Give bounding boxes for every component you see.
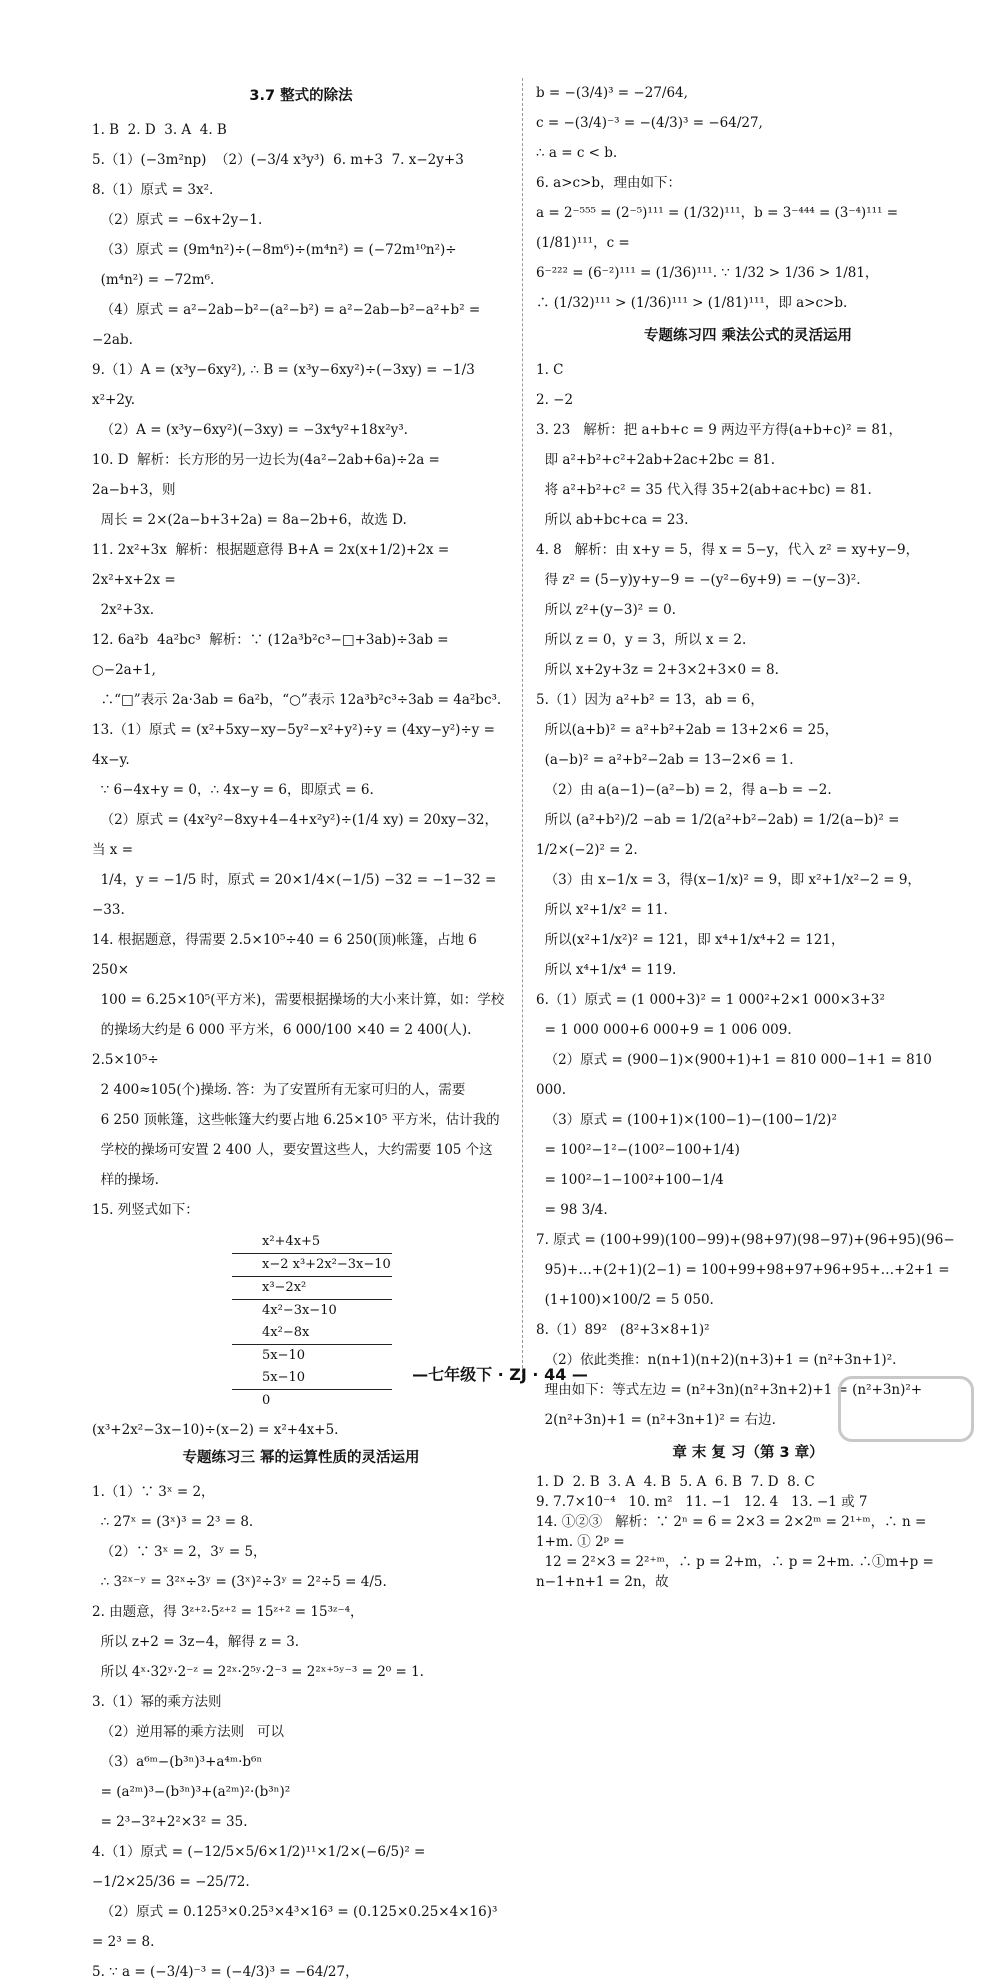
answer-line: 6⁻²²² = (6⁻²)¹¹¹ = (1/36)¹¹¹. ∵ 1/32 > 1/36 > 1/81， xyxy=(536,265,879,281)
answer-line: 12. 6a²b 4a²bc³ 解析：∵ (12a³b²c³−□+3ab)÷3ab = ○−2a+1, xyxy=(92,632,453,678)
practice-3-answers xyxy=(92,1477,510,1987)
answer-line: 11. 2x²+3x 解析：根据题意得 B+A = 2x(x+1/2)+2x = 2x²+x+2x = xyxy=(92,542,454,588)
answer-line: （4）原式 = a²−2ab−b²−(a²−b²) = a²−2ab−b²−a²+b² = −2ab. xyxy=(92,302,485,348)
answer-line: （2）原式 = 0.125³×0.25³×4³×16³ = (0.125×0.25×4×16)³ = 2³ = 8. xyxy=(92,1904,502,1950)
answer-line: 5. ∵ a = (−3/4)⁻³ = (−4/3)³ = −64/27， xyxy=(92,1964,359,1980)
answer-line: ∵ 6−4x+y = 0，∴ 4x−y = 6，即原式 = 6. xyxy=(92,782,374,798)
answer-line: 样的操场. xyxy=(92,1172,159,1188)
answer-line: = 1 000 000+6 000+9 = 1 006 009. xyxy=(536,1022,792,1038)
answer-line: 4. 8 解析：由 x+y = 5，得 x = 5−y，代入 z² = xy+y−9， xyxy=(536,542,920,558)
answer-line: 所以 x⁴+1/x⁴ = 119. xyxy=(536,962,677,978)
answer-line: 即 a²+b²+c²+2ab+2ac+2bc = 81. xyxy=(536,452,776,468)
answer-line: （3）a⁶ᵐ−(b³ⁿ)³+a⁴ᵐ·b⁶ⁿ xyxy=(92,1754,263,1770)
answer-line: 所以 (a²+b²)/2 −ab = 1/2(a²+b²−2ab) = 1/2(a−b)² = 1/2×(−2)² = 2. xyxy=(536,812,904,858)
answer-line: 2. 由题意，得 3ᶻ⁺²·5ᶻ⁺² = 15ᶻ⁺² = 15³ᶻ⁻⁴， xyxy=(92,1604,364,1620)
answer-line: 所以 z+2 = 3z−4，解得 z = 3. xyxy=(92,1634,300,1650)
answer-line: 所以 z²+(y−3)² = 0. xyxy=(536,602,676,618)
answer-line: 所以 x²+1/x² = 11. xyxy=(536,902,668,918)
answer-line: 1. D 2. B 3. A 4. B 5. A 6. B 7. D 8. C xyxy=(536,1474,815,1490)
answer-line: 所以 4ˣ·32ʸ·2⁻ᶻ = 2²ˣ·2⁵ʸ·2⁻³ = 2²ˣ⁺⁵ʸ⁻³ = 2⁰ = 1. xyxy=(92,1664,424,1680)
answer-line: 3. 23 解析：把 a+b+c = 9 两边平方得(a+b+c)² = 81， xyxy=(536,422,903,438)
answer-line: 所以(a+b)² = a²+b²+2ab = 13+2×6 = 25， xyxy=(536,722,839,738)
answer-line: （2）原式 = (900−1)×(900+1)+1 = 810 000−1+1 = 810 000. xyxy=(536,1052,937,1098)
answer-line: 9.（1）A = (x³y−6xy²), ∴ B = (x³y−6xy²)÷(−3xy) = −1/3 x²+2y. xyxy=(92,362,480,408)
answer-line: 所以 z = 0，y = 3，所以 x = 2. xyxy=(536,632,747,648)
answer-line: 将 a²+b²+c² = 35 代入得 35+2(ab+ac+bc) = 81. xyxy=(536,482,872,498)
answer-line: = 2³−3²+2²×3² = 35. xyxy=(92,1814,248,1830)
answer-line: 8.（1）原式 = 3x². xyxy=(92,182,214,198)
answer-line: 9. 7.7×10⁻⁴ 10. m² 11. −1 12. 4 13. −1 或 7 xyxy=(536,1494,868,1510)
section-title-3-7: 3.7 整式的除法 xyxy=(249,88,353,104)
answer-line: 1/4，y = −1/5 时，原式 = 20×1/4×(−1/5) −32 = −1−32 = −33. xyxy=(92,872,501,918)
section-title-practice-4: 专题练习四 乘法公式的灵活运用 xyxy=(643,328,853,344)
answer-line: ∴ 27ˣ = (3ˣ)³ = 2³ = 8. xyxy=(92,1514,254,1530)
answer-line: 14. ①②③ 解析：∵ 2ⁿ = 6 = 2×3 = 2×2ᵐ = 2¹⁺ᵐ，∴ n = 1+m. ① 2ᵖ = xyxy=(536,1514,931,1550)
answer-line: 得 z² = (5−y)y+y−9 = −(y²−6y+9) = −(y−3)². xyxy=(536,572,861,588)
answer-line: 14. 根据题意，得需要 2.5×10⁵÷40 = 6 250(顶)帐篷，占地 6 250× xyxy=(92,932,482,978)
answer-line: 所以 ab+bc+ca = 23. xyxy=(536,512,689,528)
answer-line: 1. C xyxy=(536,362,564,378)
answer-line: = (a²ᵐ)³−(b³ⁿ)³+(a²ᵐ)²·(b³ⁿ)² xyxy=(92,1784,291,1800)
answer-line: 6.（1）原式 = (1 000+3)² = 1 000²+2×1 000×3+3² xyxy=(536,992,885,1008)
division-step: 4x²−3x−10 xyxy=(262,1303,337,1318)
answer-line: ∴ 3²ˣ⁻ʸ = 3²ˣ÷3ʸ = (3ˣ)²÷3ʸ = 2²÷5 = 4/5. xyxy=(92,1574,387,1590)
answer-line: 所以 x+2y+3z = 2+3×2+3×0 = 8. xyxy=(536,662,779,678)
answer-line: (a−b)² = a²+b²−2ab = 13−2×6 = 1. xyxy=(536,752,794,768)
answer-line: (1+100)×100/2 = 5 050. xyxy=(536,1292,714,1308)
division-result: (x³+2x²−3x−10)÷(x−2) = x²+4x+5. xyxy=(92,1422,339,1438)
answer-line: 的操场大约是 6 000 平方米，6 000/100 ×40 = 2 400(人). 2.5×10⁵÷ xyxy=(92,1022,476,1068)
division-step: x³−2x² xyxy=(232,1277,392,1300)
division-dividend xyxy=(232,1254,392,1277)
answer-line: 2 400≈105(个)操场. 答：为了安置所有无家可归的人，需要 xyxy=(92,1082,466,1098)
answer-line: （2）A = (x³y−6xy²)(−3xy) = −3x⁴y²+18x²y³. xyxy=(92,422,408,438)
answer-line: 周长 = 2×(2a−b+3+2a) = 8a−2b+6，故选 D. xyxy=(92,512,407,528)
answer-line: （2）原式 = (4x²y²−8xy+4−4+x²y²)÷(1/4 xy) = 20xy−32，当 x = xyxy=(92,812,498,858)
answer-line: 2(n²+3n)+1 = (n²+3n+1)² = 右边. xyxy=(536,1412,776,1428)
division-divisor: x−2 xyxy=(262,1257,289,1272)
answer-line: （2）由 a(a−1)−(a²−b) = 2，得 a−b = −2. xyxy=(536,782,832,798)
page-footer: —七年级下 · ZJ · 44 — xyxy=(412,1365,588,1384)
answer-line: 2x²+3x. xyxy=(92,602,155,618)
answer-line: 学校的操场可安置 2 400 人，要安置这些人，大约需要 105 个这 xyxy=(92,1142,493,1158)
answer-line: （3）原式 = (100+1)×(100−1)−(100−1/2)² xyxy=(536,1112,837,1128)
left-answer-list xyxy=(92,115,510,1225)
answer-line: 1.（1）∵ 3ˣ = 2， xyxy=(92,1484,215,1500)
practice-4-answers xyxy=(536,355,960,1435)
answer-line: （2）依此类推：n(n+1)(n+2)(n+3)+1 = (n²+3n+1)². xyxy=(536,1352,897,1368)
left-column xyxy=(92,78,510,1987)
division-step: 5x−10 xyxy=(232,1367,392,1390)
section-title-practice-3: 专题练习三 幂的运算性质的灵活运用 xyxy=(182,1450,420,1466)
answer-line: （3）由 x−1/x = 3，得(x−1/x)² = 9，即 x²+1/x²−2 = 9， xyxy=(536,872,921,888)
answer-line: 3.（1）幂的乘方法则 xyxy=(92,1694,222,1710)
answer-line: 15. 列竖式如下： xyxy=(92,1202,199,1218)
answer-line: (m⁴n²) = −72m⁶. xyxy=(92,272,215,288)
chapter-review-answers xyxy=(536,1472,960,1592)
answer-line: （3）原式 = (9m⁴n²)÷(−8m⁶)÷(m⁴n²) = (−72m¹⁰n²)÷ xyxy=(92,242,457,258)
answer-line: （2）逆用幂的乘方法则 可以 xyxy=(92,1724,285,1740)
answer-line: （2）∵ 3ˣ = 2，3ʸ = 5， xyxy=(92,1544,267,1560)
answer-line: 所以(x²+1/x²)² = 121，即 x⁴+1/x⁴+2 = 121， xyxy=(536,932,845,948)
answer-line: ∴ a = c < b. xyxy=(536,145,618,161)
division-dividend-text: x³+2x²−3x−10 xyxy=(292,1257,391,1272)
answer-line: 理由如下：等式左边 = (n²+3n)(n²+3n+2)+1 = (n²+3n)²+ xyxy=(536,1382,923,1398)
answer-line: = 98 3/4. xyxy=(536,1202,608,1218)
answer-line: a = 2⁻⁵⁵⁵ = (2⁻⁵)¹¹¹ = (1/32)¹¹¹，b = 3⁻⁴⁴⁴ = (3⁻⁴)¹¹¹ = (1/81)¹¹¹，c = xyxy=(536,205,903,251)
answer-line: 6 250 顶帐篷，这些帐篷大约要占地 6.25×10⁵ 平方米，估计我的 xyxy=(92,1112,500,1128)
answer-line: 7. 原式 = (100+99)(100−99)+(98+97)(98−97)+(96+95)(96− xyxy=(536,1232,955,1248)
answer-line: = 100²−1²−(100²−100+1/4) xyxy=(536,1142,740,1158)
column-divider xyxy=(522,78,523,1378)
answer-line: ∴“□”表示 2a·3ab = 6a²b，“○”表示 12a³b²c³÷3ab = 4a²bc³. xyxy=(92,692,502,708)
division-step: 5x−10 xyxy=(262,1348,306,1363)
section-title-chapter-review: 章 末 复 习（第 3 章） xyxy=(672,1445,824,1461)
division-quotient: x²+4x+5 xyxy=(232,1231,392,1254)
answer-line: 5.（1）因为 a²+b² = 13，ab = 6， xyxy=(536,692,764,708)
answer-line: b = −(3/4)³ = −27/64, xyxy=(536,85,688,101)
answer-line: 13.（1）原式 = (x²+5xy−xy−5y²−x²+y²)÷y = (4xy−y²)÷y = 4x−y. xyxy=(92,722,500,768)
answer-line: c = −(3/4)⁻³ = −(4/3)³ = −64/27, xyxy=(536,115,763,131)
right-continued-answers xyxy=(536,78,960,318)
answer-line: ∴ (1/32)¹¹¹ > (1/36)¹¹¹ > (1/81)¹¹¹，即 a>c>b. xyxy=(536,295,848,311)
answer-line: 95)+…+(2+1)(2−1) = 100+99+98+97+96+95+…+2+1 = xyxy=(536,1262,950,1278)
division-step: 4x²−8x xyxy=(232,1322,392,1345)
answer-line: 2. −2 xyxy=(536,392,574,408)
answer-line: 10. D 解析：长方形的另一边长为(4a²−2ab+6a)÷2a = 2a−b+3，则 xyxy=(92,452,445,498)
answer-line: = 100²−1−100²+100−1/4 xyxy=(536,1172,724,1188)
answer-line: （2）原式 = −6x+2y−1. xyxy=(92,212,263,228)
answer-line: 1. B 2. D 3. A 4. B xyxy=(92,122,227,138)
answer-line: 6. a>c>b，理由如下： xyxy=(536,175,682,191)
answer-line: 8.（1）89² (8²+3×8+1)² xyxy=(536,1322,710,1338)
answer-line: 4.（1）原式 = (−12/5×5/6×1/2)¹¹×1/2×(−6/5)² = −1/2×25/36 = −25/72. xyxy=(92,1844,430,1890)
answer-line: 12 = 2²×3 = 2²⁺ᵐ，∴ p = 2+m，∴ p = 2+m. ∴①m+p = n−1+n+1 = 2n，故 xyxy=(536,1554,939,1590)
division-remainder: 0 xyxy=(262,1393,271,1408)
watermark-logo xyxy=(838,1376,974,1442)
answer-line: 100 = 6.25×10⁵(平方米)，需要根据操场的大小来计算，如：学校 xyxy=(92,992,505,1008)
answer-line: 5.（1）(−3m²np) （2）(−3/4 x³y³) 6. m+3 7. x−2y+3 xyxy=(92,152,464,168)
